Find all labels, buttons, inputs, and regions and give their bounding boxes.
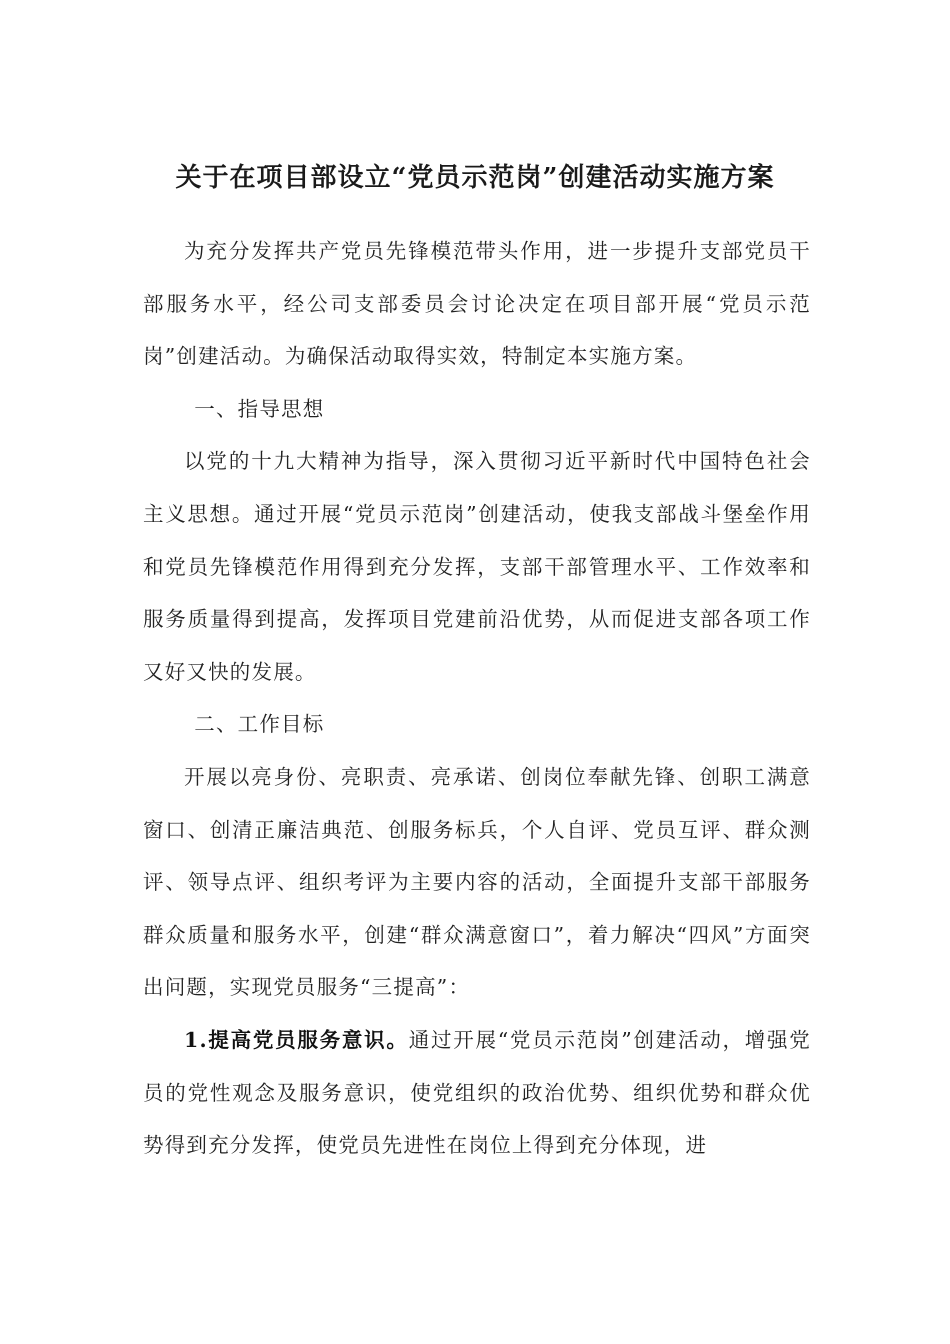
intro-paragraph: 为充分发挥共产党员先锋模范带头作用，进一步提升支部党员干部服务水平，经公司支部委员会讨论决定在项目部开展“党员示范岗”创建活动。为确保活动取得实效，特制定本实施方案。 — [143, 239, 811, 369]
goal-item-1-paragraph — [143, 1014, 811, 1172]
section-heading-guiding-thought: 一、指导思想 — [194, 396, 325, 421]
goal-item-1-text: 通过开展“党员示范岗”创建活动，增强党员的党性观念及服务意识，使党组织的政治优势、组织优势和群众优势得到充分发挥，使党员先进性在岗位上得到充分体现，进 — [143, 1027, 811, 1158]
document-title: 关于在项目部设立“党员示范岗”创建活动实施方案 — [175, 163, 775, 193]
document-body — [143, 225, 811, 1172]
section-heading-work-goals: 二、工作目标 — [194, 712, 325, 737]
goal-item-1-lead: 1.提高党员服务意识。 — [184, 1027, 409, 1052]
guiding-thought-paragraph: 以党的十九大精神为指导，深入贯彻习近平新时代中国特色社会主义思想。通过开展“党员示范岗”创建活动，使我支部战斗堡垒作用和党员先锋模范作用得到充分发挥，支部干部管理水平、工作效率和服务质量得到提高，发挥项目党建前沿优势，从而促进支部各项工作又好又快的发展。 — [143, 449, 811, 684]
work-goals-paragraph: 开展以亮身份、亮职责、亮承诺、创岗位奉献先锋、创职工满意窗口、创清正廉洁典范、创服务标兵，个人自评、党员互评、群众测评、领导点评、组织考评为主要内容的活动，全面提升支部干部服务群众质量和服务水平，创建“群众满意窗口”，着力解决“四风”方面突出问题，实现党员服务“三提高”： — [143, 764, 811, 1000]
